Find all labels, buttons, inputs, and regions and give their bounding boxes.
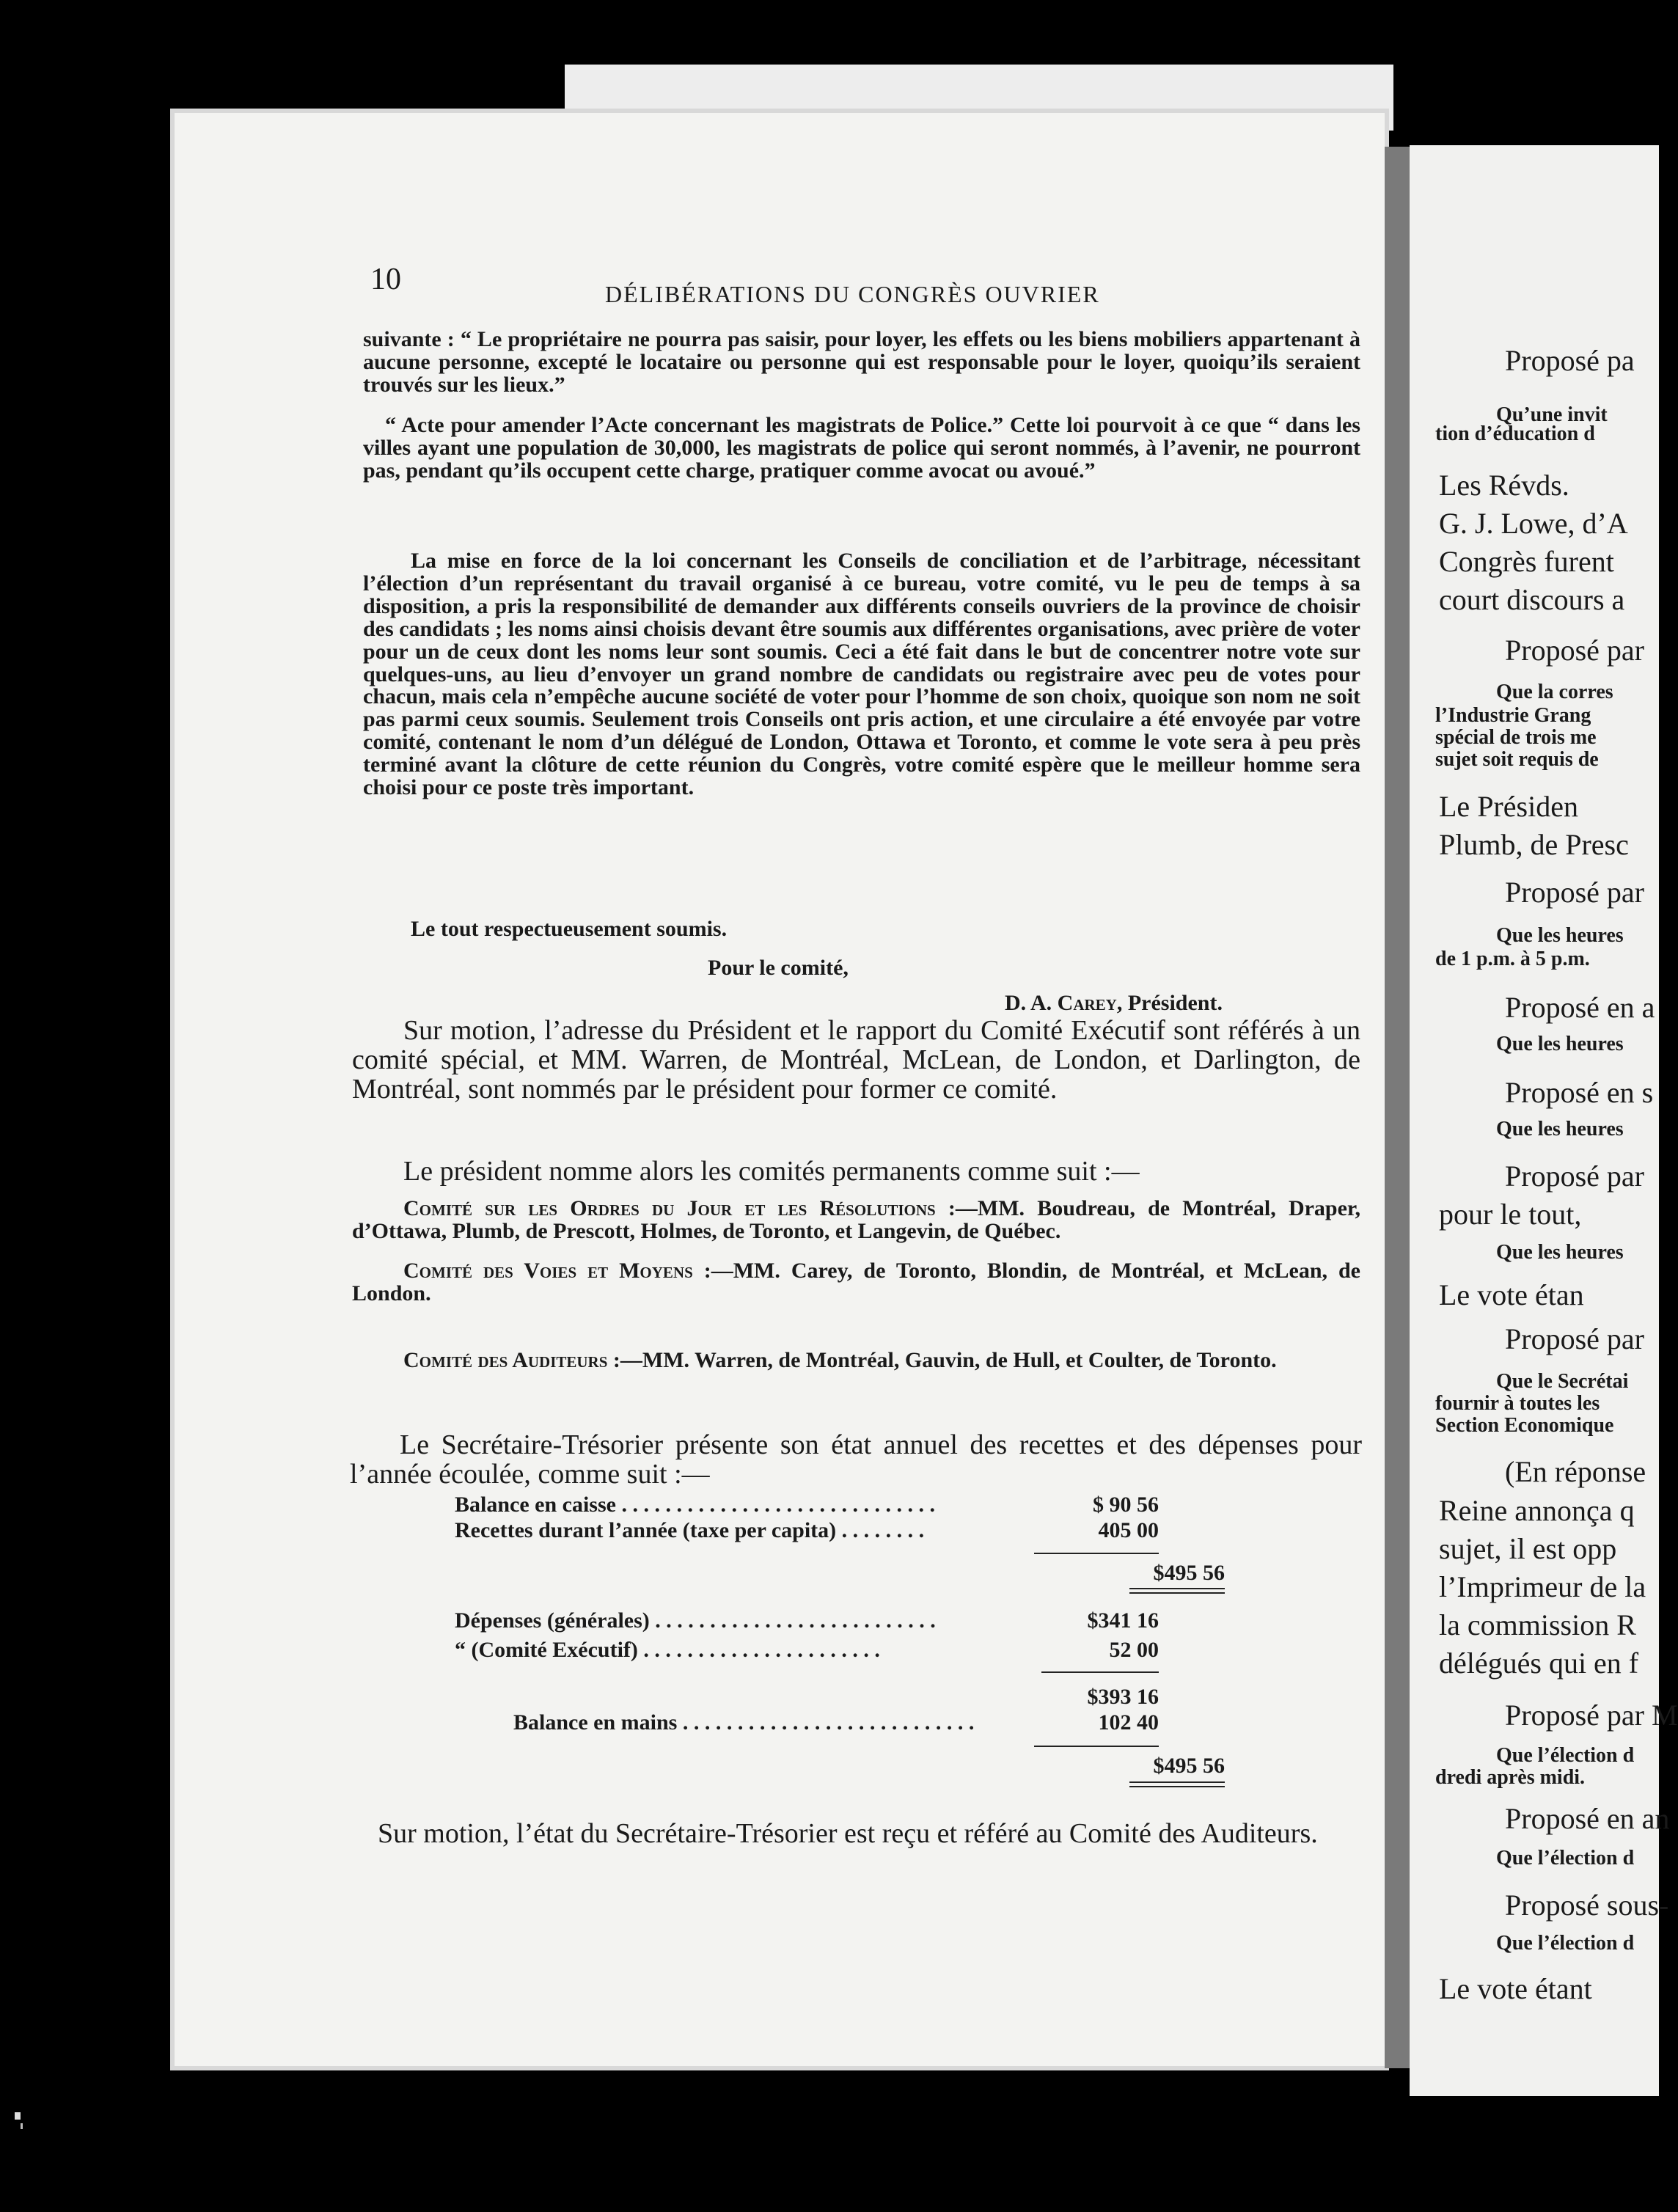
right-page-line: G. J. Lowe, d’A [1439,507,1628,540]
book-gutter [1385,147,1411,2068]
pour-le-comite: Pour le comité, [708,956,849,980]
right-page-line: Section Economique [1435,1414,1614,1437]
ledger-double-rule [1129,1592,1225,1594]
right-page-line: Que le Secrétai [1496,1370,1629,1393]
right-page-line: l’Industrie Grang [1435,704,1591,727]
ledger-row [455,1518,1247,1542]
ledger-row [455,1685,1247,1708]
tresorier-intro: Le Secrétaire-Trésorier présente son état annuel des recettes et des dépenses pour l’année écoulée, comme suit :— [350,1429,1362,1490]
ledger-row [455,1638,1247,1661]
comite-name: Comité sur les Ordres du Jour et les Résolutions [403,1196,936,1220]
right-page-line: Proposé en a [1505,991,1655,1024]
running-head: DÉLIBÉRATIONS DU CONGRÈS OUVRIER [605,281,1100,307]
ledger-double-rule [1129,1781,1225,1783]
comite-voies-et-moyens [352,1260,1360,1305]
right-page-line: sujet, il est opp [1439,1532,1617,1565]
paragraph-magistrats: “ Acte pour amender l’Acte concernant les magistrats de Police.” Cette loi pourvoit à ce que “ dans les villes ayant une population de 30,000, les magistrats de police qui seront nommés, à l’avenir, ne pourront pas, pendant qu’ils occupent cette charge, pratiquer comme avocat ou avoué.” [363,413,1360,483]
ledger-row [455,1493,1247,1516]
right-page [1410,145,1678,2096]
ledger-rule [1041,1671,1159,1673]
right-page-line: l’Imprimeur de la [1439,1570,1646,1603]
right-page-line: Les Révds. [1439,469,1569,502]
ledger-double-rule [1129,1786,1225,1787]
right-page-line: Que l’élection d [1496,1847,1635,1869]
comite-auditeurs [352,1349,1360,1372]
right-page-line: Que les heures [1496,1033,1624,1055]
ledger-rule [1034,1746,1159,1747]
comite-members: :—MM. Warren, de Montréal, Gauvin, de Hull, et Coulter, de Toronto. [607,1348,1277,1372]
ledger-row [455,1754,1247,1777]
ledger-amount: $ 90 56 [1093,1493,1159,1517]
right-page-line: Reine annonça q [1439,1494,1635,1527]
ledger-label: Balance en mains . . . . . . . . . . . . . . . . . . . . . . . . . . . [513,1710,975,1735]
right-page-line: Le vote étan [1439,1278,1584,1311]
motion-auditeurs: Sur motion, l’état du Secrétaire-Trésorier est reçu et référé au Comité des Auditeurs. [378,1818,1318,1849]
comite-name: Comité des Auditeurs [403,1348,608,1372]
right-page-line: Proposé pa [1505,344,1635,377]
right-page-line: dredi après midi. [1435,1766,1586,1789]
right-page-line: délégués qui en f [1439,1647,1639,1680]
right-page-line: Proposé par [1505,1322,1644,1355]
right-page-line: Proposé par [1505,1160,1644,1193]
ledger-rule [1034,1553,1159,1554]
motion-comite-special: Sur motion, l’adresse du Président et le rapport du Comité Exécutif sont référés à un comité spécial, et MM. Warren, de Montréal, McLean, de London, et Darlington, de Montréal, sont nommés par le président pour former ce comité. [352,1015,1360,1105]
right-page-line: Le vote étant [1439,1972,1592,2005]
ledger-label: Dépenses (générales) . . . . . . . . . . . . . . . . . . . . . . . . . . [455,1608,936,1633]
right-page-line: Plumb, de Presc [1439,828,1629,861]
right-page-line: Proposé par M [1505,1699,1678,1732]
comite-members: :—MM. Boudreau, de Montréal, Draper, d’Ottawa, Plumb, de Prescott, Holmes, de Toronto, et Langevin, de Québec. [352,1196,1360,1243]
right-page-line: fournir à toutes les [1435,1392,1600,1415]
signature-name: D. A. Carey, [1005,991,1123,1015]
right-page-line: court discours a [1439,583,1625,616]
paragraph-conseils: La mise en force de la loi concernant les Conseils de conciliation et de l’arbitrage, nécessitant l’élection d’un représentant du travail organisé à ce bureau, votre comité, vu le peu de temps à sa disposition, a pris la responsibilité de demander aux différents conseils ouvriers de la province de choisir des candidats ; les noms ainsi choisis devant être soumis aux différentes organisations, avec prière de voter pour un de ceux dont les noms leur sont soumis. Ceci a été fait dans le but de concentrer notre vote sur quelques-uns, au lieu d’envoyer un grand nombre de candidats ou registraire avec peu de votes pour chacun, mais cela n’empêche aucune société de voter pour l’homme de son choix, quoique son nom ne soit pas parmi ceux soumis. Seulement trois Conseils ont pris action, et une circulaire a été envoyée par votre comité, contenant le nom d’un délégué de London, Ottawa et Toronto, et comme le vote sera à peu près terminé avant la clôture de cette réunion du Congrès, votre comité espère que le meilleur homme sera choisi pour ce poste très important. [363,549,1360,800]
page-number: 10 [370,263,401,296]
ledger-row [513,1710,1305,1734]
right-page-line: Que les heures [1496,1241,1624,1264]
right-page-line: Que l’élection d [1496,1744,1635,1767]
right-page-line: Que les heures [1496,924,1624,947]
ledger-label: Balance en caisse . . . . . . . . . . . . . . . . . . . . . . . . . . . . . [455,1493,935,1517]
right-page-line: spécial de trois me [1435,726,1597,749]
ledger-amount: 405 00 [1098,1518,1159,1542]
right-page-line: Que la corres [1496,681,1613,703]
ledger-label: Recettes durant l’année (taxe per capita) . . . . . . . . [455,1518,925,1542]
right-page-line: pour le tout, [1439,1198,1582,1231]
ledger-total: $495 56 [1153,1561,1225,1585]
comites-intro: Le président nomme alors les comités permanents comme suit :— [403,1156,1140,1187]
comite-members: :—MM. Carey, de Toronto, Blondin, de Montréal, et McLean, de London. [352,1259,1360,1305]
signature-title: Président. [1127,991,1223,1015]
ledger-row [455,1608,1247,1632]
right-page-line: Proposé sous- [1505,1889,1669,1922]
ledger-row [455,1561,1247,1584]
right-page-line: de 1 p.m. à 5 p.m. [1435,948,1590,970]
ledger-label: “ (Comité Exécutif) . . . . . . . . . . . . . . . . . . . . . . [455,1638,880,1662]
ledger-amount: $393 16 [1087,1685,1159,1709]
ledger-amount: 102 40 [1098,1710,1159,1735]
right-page-line: Que l’élection d [1496,1932,1635,1955]
right-page-line: Proposé en s [1505,1076,1654,1109]
right-page-line: Proposé en an [1505,1802,1670,1835]
ledger-amount: 52 00 [1109,1638,1159,1662]
right-page-line: tion d’éducation d [1435,422,1595,445]
comite-ordres-du-jour [352,1198,1360,1243]
right-page-line: Proposé par [1505,634,1644,667]
right-page-line: Que les heures [1496,1118,1624,1140]
ledger-amount: $341 16 [1087,1608,1159,1633]
right-page-line: Le Présiden [1439,790,1578,823]
ledger-double-rule [1129,1588,1225,1589]
ledger-total: $495 56 [1153,1754,1225,1778]
paragraph-loyer: suivante : “ Le propriétaire ne pourra pas saisir, pour loyer, les effets ou les biens mobiliers appartenant à aucune personne, excepté le locataire ou personne qui est responsable pour le loyer, quoiqu’ils seraient trouvés sur les lieux.” [363,327,1360,397]
right-page-line: Proposé par [1505,876,1644,909]
right-page-line: Congrès furent [1439,545,1614,578]
comite-name: Comité des Voies et Moyens [403,1259,693,1283]
right-page-line: Qu’une invit [1496,403,1608,426]
right-page-line: sujet soit requis de [1435,748,1599,771]
closing-line: Le tout respectueusement soumis. [411,917,728,941]
right-page-line: la commission R [1439,1608,1636,1641]
signature [1005,991,1223,1016]
right-page-line: (En réponse [1505,1455,1646,1488]
